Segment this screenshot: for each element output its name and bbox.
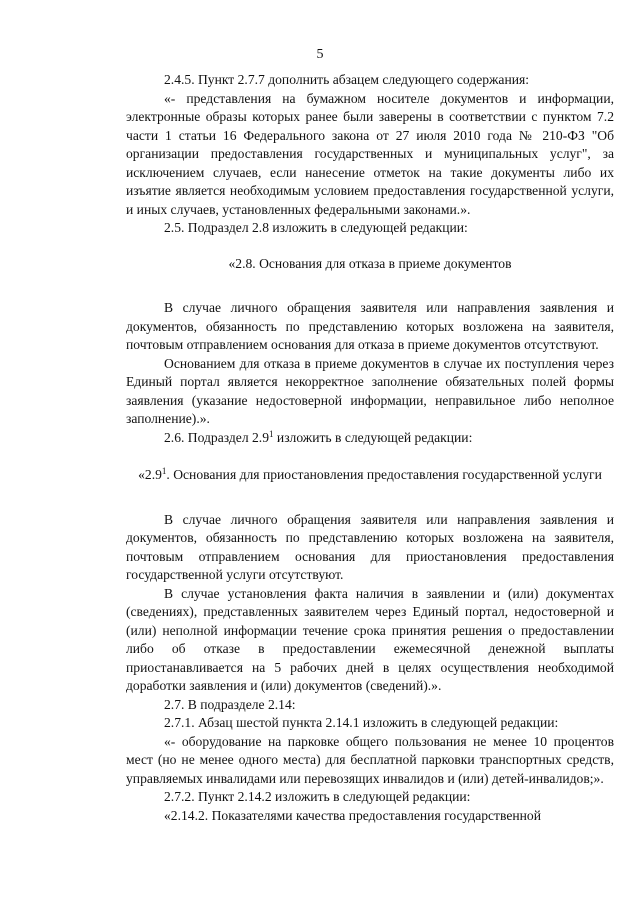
paragraph-2-7-1: 2.7.1. Абзац шестой пункта 2.14.1 изложить в следующей редакции: [164, 715, 559, 730]
document-body [126, 71, 614, 825]
paragraph-2-4-5-quote: «- представления на бумажном носителе документов и информации, электронные образы которых ранее были заверены в соответствии с пунктом 7.2 части 1 статьи 16 Федерального закона от 27 июля 2010 года № 210-ФЗ "Об организации предоставления государственных и муниципальных услуг", за исключением случаев, если нанесение отметок на такие документы либо их изъятие является необходимым условием предоставления государственной услуги, и иных случаев, установленных федеральными законами.». [126, 90, 614, 217]
paragraph-2-8-b: Основанием для отказа в приеме документов в случае их поступления через Единый портал является некорректное заполнение обязательных полей формы заявления (указание недостоверной информации, неправильное либо неполное заполнение).». [126, 355, 614, 426]
paragraph-2-7: 2.7. В подразделе 2.14: [164, 696, 296, 712]
paragraph-2-7-2-quote: «2.14.2. Показателями качества предоставления государственной [164, 807, 541, 823]
superscript-1: 1 [161, 466, 167, 476]
superscript-1: 1 [269, 428, 274, 439]
paragraph-2-6-text-end: изложить в следующей редакции: [273, 429, 473, 445]
heading-2-9-1-end: . Основания для приостановления предоставления государственной услуги [166, 467, 602, 482]
page-number: 5 [316, 47, 324, 62]
paragraph-2-9-1-b: В случае установления факта наличия в заявлении и (или) документах (сведениях), представленных заявителем через Единый портал, недостоверной и (или) неполной информации течение срока принятия решения о предоставлении либо об отказе в предоставлении ежемесячной денежной выплаты приостанавливается на 5 рабочих дней в целях осуществления необходимой доработки заявления и (или) документов (сведений).». [126, 585, 614, 693]
section-heading-2-8: «2.8. Основания для отказа в приеме документов [228, 255, 512, 271]
paragraph-2-7-2: 2.7.2. Пункт 2.14.2 изложить в следующей редакции: [164, 789, 471, 804]
paragraph-2-6-text: 2.6. Подраздел 2.9 [164, 429, 270, 445]
paragraph-2-9-1-a: В случае личного обращения заявителя или направления заявления и документов, обязанность по представлению которых возложена на заявителя, почтовым отправлением основания для приостановления предоставления государственной услуги отсутствуют. [126, 511, 614, 582]
paragraph-2-8-a: В случае личного обращения заявителя или направления заявления и документов, обязанность по представлению которых возложена на заявителя, почтовым отправлением основания для отказа в приеме документов отсутствуют. [126, 300, 614, 352]
heading-2-9-1-start: «2.9 [138, 467, 162, 482]
section-heading-2-9-1 [126, 466, 614, 485]
paragraph-2-5: 2.5. Подраздел 2.8 изложить в следующей редакции: [164, 220, 468, 235]
paragraph-2-6 [126, 429, 614, 448]
paragraph-2-4-5: 2.4.5. Пункт 2.7.7 дополнить абзацем следующего содержания: [164, 72, 530, 87]
paragraph-2-7-1-quote: «- оборудование на парковке общего пользования не менее 10 процентов мест (но не менее одного места) для бесплатной парковки транспортных средств, управляемых инвалидами или перевозящих инвалидов и (или) детей-инвалидов;». [126, 733, 614, 786]
